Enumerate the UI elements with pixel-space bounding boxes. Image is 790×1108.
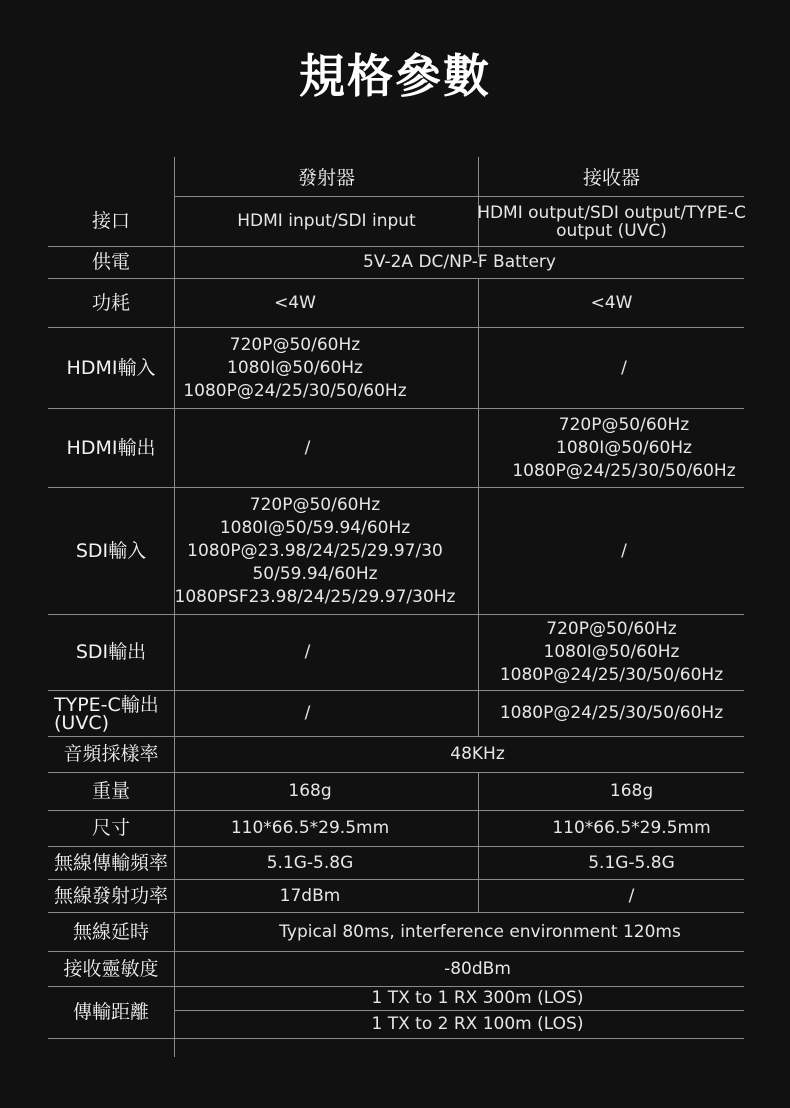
tx-sdi-output: /	[304, 642, 311, 662]
row-label-transmission-distance: 傳輸距離	[72, 1001, 149, 1023]
rx-power-consumption: <4W	[590, 292, 633, 313]
tx-interface: HDMI input/SDI input	[237, 211, 416, 231]
row-label-interface: 接口	[91, 210, 130, 232]
page-title: 規格參數	[299, 49, 491, 103]
transmission-distance-1tx1rx: 1 TX to 1 RX 300m (LOS)	[371, 988, 584, 1008]
rx-wireless-tx-power: /	[628, 885, 635, 906]
row-label-wireless-latency: 無線延時	[72, 920, 149, 943]
label-line: TYPE-C輸出	[54, 693, 159, 716]
rx-sensitivity-value: -80dBm	[444, 958, 511, 979]
format-line: 1080P@24/25/30/50/60Hz	[512, 460, 736, 481]
tx-weight: 168g	[288, 781, 332, 801]
tx-wireless-tx-power: 17dBm	[279, 885, 341, 906]
rx-interface	[479, 197, 744, 246]
row-label-dimensions: 尺寸	[91, 817, 130, 839]
row-label-wireless-frequency: 無線傳輸頻率	[53, 851, 168, 874]
row-label-rx-sensitivity: 接收靈敏度	[63, 957, 159, 980]
format-line: 1080P@24/25/30/50/60Hz	[183, 380, 407, 401]
tx-power-consumption: <4W	[274, 292, 316, 313]
row-label-hdmi-input: HDMI輸入	[66, 356, 156, 379]
rx-wireless-frequency: 5.1G-5.8G	[588, 852, 675, 873]
tx-typec-output: /	[304, 703, 311, 723]
power-supply-value: 5V-2A DC/NP-F Battery	[363, 252, 556, 272]
row-label-typec-output	[48, 691, 174, 736]
rx-typec-output: 1080P@24/25/30/50/60Hz	[499, 703, 724, 723]
tx-dimensions: 110*66.5*29.5mm	[230, 818, 390, 838]
row-label-sdi-output: SDI輸出	[75, 641, 147, 663]
tx-sdi-input	[175, 488, 455, 614]
header-receiver: 接收器	[582, 166, 640, 189]
format-line: 720P@50/60Hz	[229, 334, 361, 355]
transmission-distance-1tx2rx: 1 TX to 2 RX 100m (LOS)	[371, 1014, 584, 1034]
format-line: 1080I@50/60Hz	[543, 642, 680, 662]
wireless-latency-value: Typical 80ms, interference environment 120ms	[279, 921, 681, 942]
rx-interface-line: HDMI output/SDI output/TYPE-C	[477, 202, 746, 223]
tx-hdmi-output: /	[304, 437, 311, 458]
rx-weight: 168g	[609, 781, 654, 801]
row-label-power-consumption: 功耗	[91, 291, 130, 314]
header-transmitter: 發射器	[297, 166, 355, 189]
tx-hdmi-input	[175, 328, 415, 408]
row-label-sdi-input: SDI輸入	[75, 539, 147, 562]
audio-sample-rate-value: 48KHz	[450, 744, 505, 764]
format-line: 1080P@23.98/24/25/29.97/30	[187, 540, 443, 561]
rx-hdmi-input: /	[621, 357, 627, 378]
row-label-wireless-tx-power: 無線發射功率	[53, 884, 168, 907]
rx-sdi-output	[479, 615, 744, 690]
row-label-hdmi-output: HDMI輸出	[66, 436, 156, 459]
row-divider	[48, 1038, 744, 1039]
row-label-power-supply: 供電	[91, 251, 130, 273]
format-line: 50/59.94/60Hz	[252, 563, 378, 584]
tx-wireless-frequency: 5.1G-5.8G	[266, 852, 354, 873]
format-line: 1080I@50/60Hz	[556, 437, 692, 458]
rx-hdmi-output	[479, 409, 769, 487]
format-line: 720P@50/60Hz	[546, 619, 677, 639]
label-line: (UVC)	[54, 711, 109, 734]
format-line: 1080I@50/60Hz	[227, 357, 363, 378]
row-label-audio-sample-rate: 音頻採樣率	[63, 743, 159, 765]
format-line: 1080I@50/59.94/60Hz	[219, 517, 411, 538]
format-line: 1080P@24/25/30/50/60Hz	[499, 665, 724, 685]
row-label-weight: 重量	[91, 780, 130, 802]
format-line: 1080PSF23.98/24/25/29.97/30Hz	[174, 586, 456, 607]
rx-interface-line: output (UVC)	[556, 220, 667, 241]
format-line: 720P@50/60Hz	[249, 494, 381, 515]
rx-dimensions: 110*66.5*29.5mm	[552, 818, 711, 838]
rx-sdi-input: /	[621, 540, 627, 561]
format-line: 720P@50/60Hz	[558, 414, 690, 435]
